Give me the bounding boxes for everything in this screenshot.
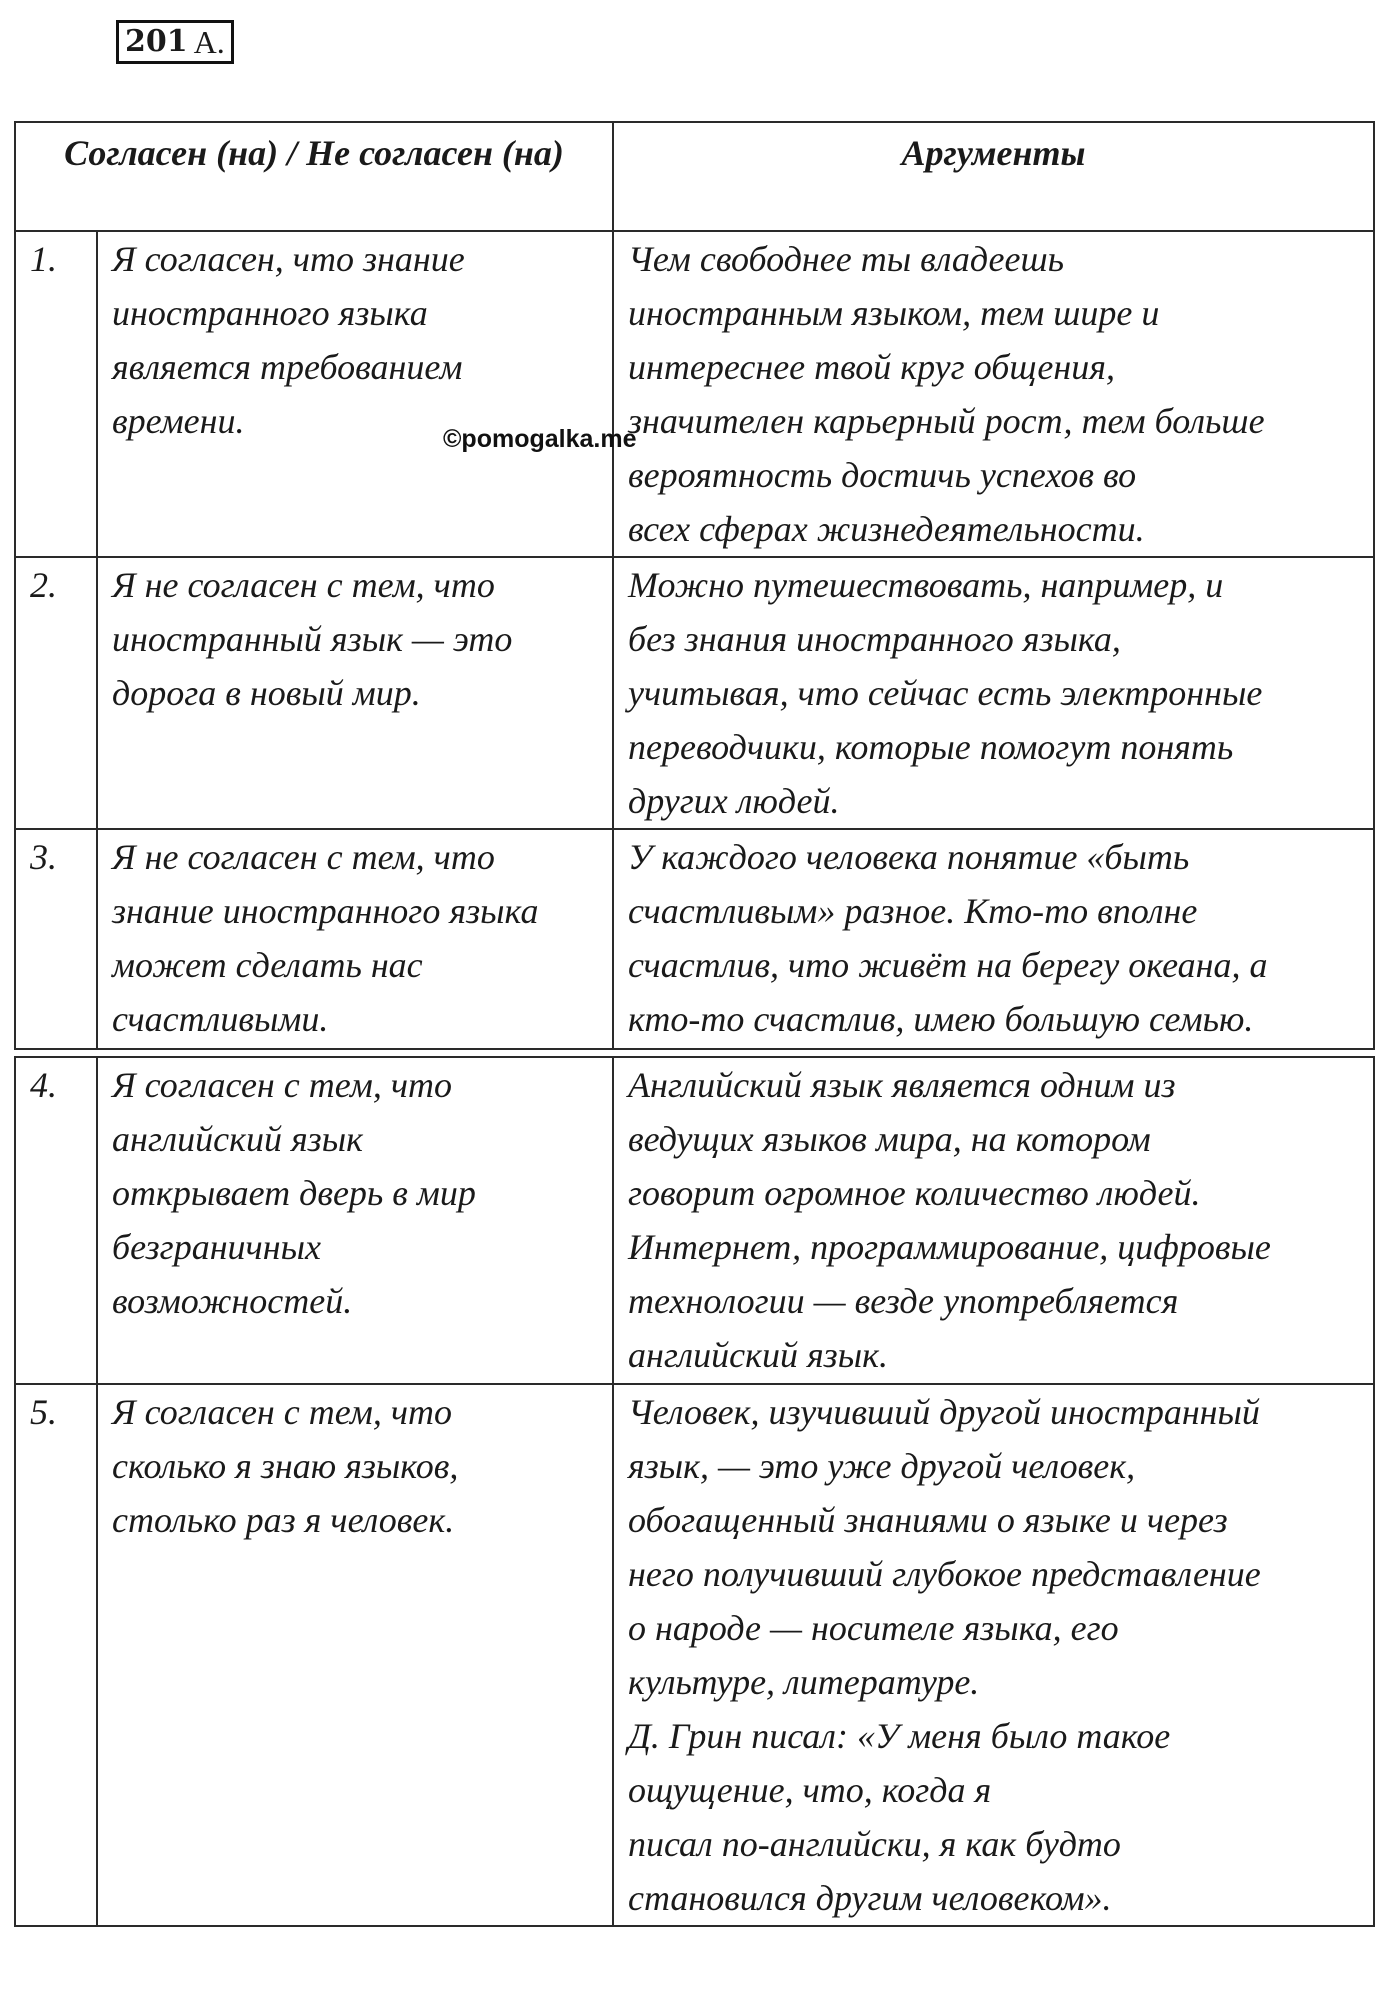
row-number: 2.	[15, 557, 97, 829]
row-claim: Я согласен с тем, что английский язык открывает дверь в мир безграничных возможностей.	[97, 1057, 613, 1384]
header-position: Согласен (на) / Не согласен (на)	[15, 122, 613, 231]
table-row	[15, 557, 1374, 829]
row-argument: Чем свободнее ты владеешь иностранным языком, тем шире и интереснее твой круг общения, значителен карьерный рост, тем больше вероятность достичь успехов во всех сферах жизнедеятельности.	[613, 231, 1374, 557]
table-row	[15, 1057, 1374, 1384]
row-argument: Человек, изучивший другой иностранный язык, — это уже другой человек, обогащенный знаниями о языке и через него получивший глубокое представление о народе — носителе языка, его культуре, литературе. Д. Грин писал: «У меня было такое ощущение, что, когда я писал по-английски, я как будто становился другим человеком».	[613, 1384, 1374, 1926]
row-number: 1.	[15, 231, 97, 557]
row-claim: Я согласен с тем, что сколько я знаю языков, столько раз я человек.	[97, 1384, 613, 1926]
row-argument: У каждого человека понятие «быть счастливым» разное. Кто-то вполне счастлив, что живёт на берегу океана, а кто-то счастлив, имею большую семью.	[613, 829, 1374, 1049]
opinions-table-part-1	[14, 121, 1375, 1050]
row-number: 3.	[15, 829, 97, 1049]
opinions-table-part-2	[14, 1056, 1375, 1927]
row-number: 5.	[15, 1384, 97, 1926]
row-number: 4.	[15, 1057, 97, 1384]
row-claim: Я не согласен с тем, что иностранный язык — это дорога в новый мир.	[97, 557, 613, 829]
watermark: ©pomogalka.me	[443, 425, 637, 453]
exercise-letter: А.	[193, 24, 225, 60]
exercise-number-box	[116, 20, 234, 64]
row-argument: Английский язык является одним из ведущих языков мира, на котором говорит огромное количество людей. Интернет, программирование, цифровые технологии — везде употребляется английский язык.	[613, 1057, 1374, 1384]
row-argument: Можно путешествовать, например, и без знания иностранного языка, учитывая, что сейчас есть электронные переводчики, которые помогут понять других людей.	[613, 557, 1374, 829]
row-claim: Я согласен, что знание иностранного языка является требованием времени.	[97, 231, 613, 557]
table-row	[15, 231, 1374, 557]
row-claim: Я не согласен с тем, что знание иностранного языка может сделать нас счастливыми.	[97, 829, 613, 1049]
table-header-row	[15, 122, 1374, 231]
header-arguments: Аргументы	[613, 122, 1374, 231]
table-row	[15, 1384, 1374, 1926]
exercise-number: 201	[125, 24, 188, 59]
table-row	[15, 829, 1374, 1049]
